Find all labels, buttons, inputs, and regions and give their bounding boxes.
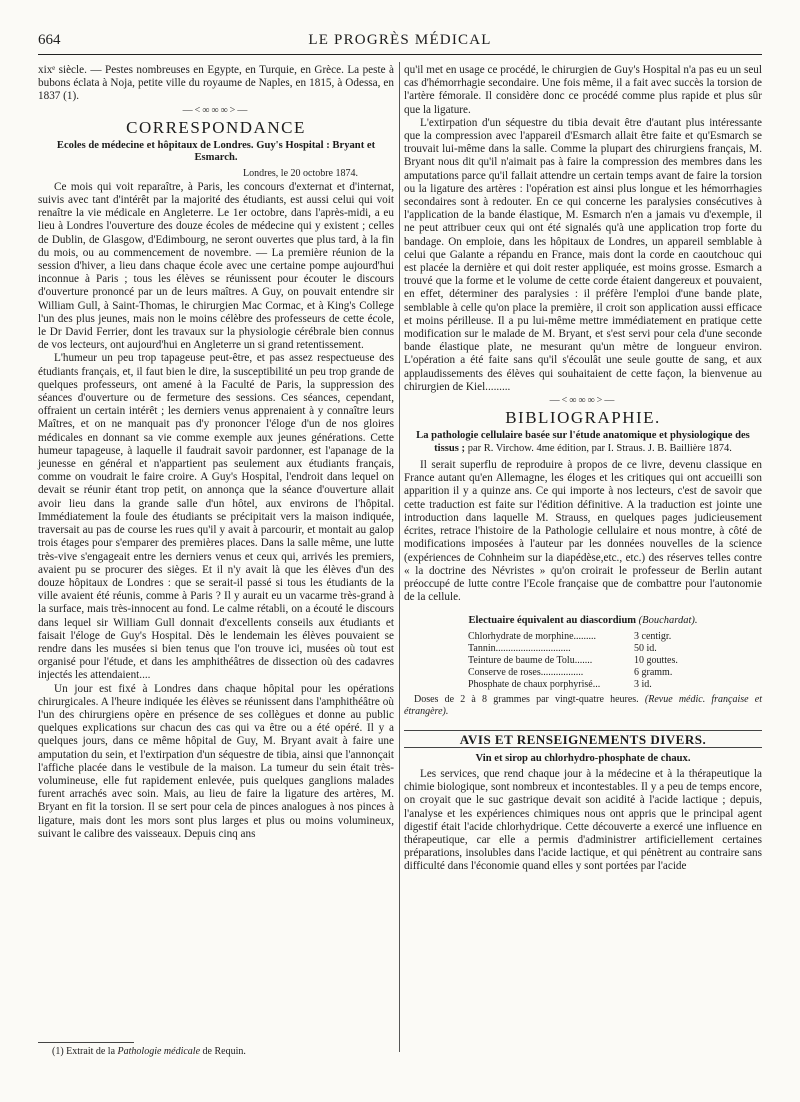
page-number: 664	[38, 32, 61, 48]
ingredient-list	[468, 631, 698, 691]
body-paragraph: L'humeur un peu trop tapageuse peut-être, et pas assez respectueuse des étudiants français, et, il faut bien le dire, la susceptibilité un peu trop grande de quelques professeurs, ont amené à la Faculté de Paris, la suppression des séances d'ouverture ou de fermeture des sessions. Ces séances, cependant, offraient un certain intérêt ; les derniers venus apprenaient à y connaître leurs Maîtres, et on ne manquait pas d'y prononcer l'éloge d'un de nos gloires médicales en donnant sa vie comme exemple aux jeunes générations. Cette humeur tapageuse, à laquelle il faudrait savoir pardonner, est l'apanage de la jeunesse en général et n'appartient pas seulement aux étudiants français, comme on voudrait le faire croire. A Guy's Hospital, l'endroit dans lequel on devait se réunir étant trop petit, on annonça que la séance d'ouverture allait avoir lieu dans la grande salle d'un hôtel, aux environs de l'hôpital. Immédiatement la foule des étudiants se précipitait vers la maison indiquée, traversait au pas de course les rues qu'il y avait à parcourir, et montait au galop trois étages pour s'emparer des premières places. Dans la salle même, une lutte très-vive s'engageait entre les derniers venus et ceux qui, arrivés les premiers, avaient pu se procurer des sièges. Et il n'y avait là que les élèves d'un des douze hôpitaux de Londres : que se serait-il passé si tous les étudiants de la ville avaient été réunis, comme à Paris ? Il y aurait eu un vacarme très-grand à la surface, mais très-innocent au fond. Le calme rétabli, on a écouté le discours dans lequel sir William Gull donnait d'excellents conseils aux étudiants et faisait l'éloge de Guy's Hospital. Dès le lendemain les élèves pouvaient se rendre dans les musées si bien tenus que l'on trouve ici, musées où tout est organisé pour l'étude, et dans les amphithéâtres de dissection où des cadavres injectés les attendaient....	[38, 352, 394, 682]
footnote-rule	[38, 1042, 134, 1043]
body-paragraph: Un jour est fixé à Londres dans chaque hôpital pour les opérations chirurgicales. A l'heure indiquée les élèves se réunissent dans l'amphithéâtre où l'un des chirurgiens opère en présence de ses collègues et donne au public quelques explications sur chacun des cas qui va être ou a été opéré. Il y a quelques jours, dans ce même hôpital de Guy, M. Bryant avait à faire une amputation du sein, et l'extirpation d'un séquestre de tibia, ainsi que l'annonçait l'affiche placée dans le vestibule de la maison. La tumeur du sein était très-volumineuse, elle fut rapidement enlevée, puis quelques ganglions malades furent arrachés avec soin. Mais, au lieu de faire la ligature des artères, M. Bryant en fit la torsion. Il se sert pour cela de pinces analogues à nos pinces à ligature, mais dont les mors sont plus larges et plus ou moins volumineux, suivant le calibre des vaisseaux. Depuis cinq ans	[38, 682, 394, 840]
dose-source: (Revue médic. française et étrangère).	[404, 693, 762, 717]
footnote: (1) Extrait de la Pathologie médicale de Requin.	[52, 1046, 246, 1057]
article-title: Ecoles de médecine et hôpitaux de Londres. Guy's Hospital : Bryant et Esmarch.	[56, 139, 376, 164]
formula-author: (Bouchardat).	[638, 615, 698, 627]
intro-paragraph: xixᵉ siècle. — Pestes nombreuses en Egypte, en Turquie, en Grèce. La peste à bubons éclata à Noja, petite ville du royaume de Naples, en 1815, à Odessa, en 1837 (1).	[38, 64, 394, 103]
dose-note: Doses de 2 à 8 grammes par vingt-quatre heures. (Revue médic. française et étrangère).	[404, 693, 762, 717]
body-paragraph: Ce mois qui voit reparaître, à Paris, les concours d'externat et d'internat, suivis avec tant d'intérêt par la majorité des étudiants, est aussi celui qui voit renaître la vie médicale en Angleterre. Le 1er octobre, dans l'après-midi, a eu lieu à Londres l'ouverture des douze écoles de médecine qui y existent ; celles de Dublin, de Glasgow, d'Edimbourg, ne seront ouvertes que plus tard, à la fin du mois, ou au commencement de novembre. — La première réunion de la session d'hiver, a lieu dans chaque école avec une certaine pompe aujourd'hui inconnue à Paris ; tous les élèves se réunissent pour écouter le discours d'ouverture prononcé par un de leurs maîtres. A Guy, on pouvait entendre sir William Gull, à Saint-Thomas, le chirurgien Mac Cormac, et à King's College l'un des plus jeunes, mais non le moins célèbre des professeurs de cette école, le Dr David Ferrier, dont les travaux sur la physiologie cérébrale bien connus de vos lecteurs, ont aujourd'hui en Angleterre un si grand retentissement.	[38, 180, 394, 352]
column-divider	[399, 62, 400, 1052]
formula-title	[404, 614, 762, 627]
body-paragraph: L'extirpation d'un séquestre du tibia devait être d'autant plus intéressante que la compression avec l'appareil d'Esmarch allait être faite et qu'Esmarch se trouvait lui-même dans la salle. Comme la plupart des chirurgiens français, M. Bryant nous dit qu'il n'aimait pas à faire la compression des membres dans les amputations parce qu'il fallait attendre un certain temps avant de faire la torsion ou la ligature des artères : l'opération est ainsi plus longue et les hémorrhagies secondaires sont à redouter. En ce qui concerne les paralysies consécutives à l'application de la bande élastique, M. Esmarch n'en a jamais vu d'exemple, il ne peut attribuer ceux qui ont été signalés qu'à une application trop forte du bandage. On emploie, dans les hôpitaux de Londres, un appareil semblable à celui que Galante a répandu en France, mais dont la corde en caoutchouc qui est placée la dernière et qui doit rester appliquée, est moins grosse. Esmarch a trouvé que la forme et le volume de cette corde étaient dangereux et pouvaient, en effet, déterminer des paralysies : il préfère l'emploi d'une bande plate, semblable à celle qu'on place la première, il croit son application aussi efficace et moins périlleuse. Il a pu lui-même mettre immédiatement en pratique cette modification sur le malade de M. Bryant, et s'est servi pour cela d'une seconde bande élastique plate, ne mesurant qu'un mètre de longueur environ. L'opération a été faite sans qu'il s'écoulât une seule goutte de sang, et aux applaudissements des élèves qui souhaitaient de cette façon, la bienvenue au chirurgien de Kiel.........	[404, 116, 762, 393]
page-header	[38, 30, 762, 55]
ingredient-row: Chlorhydrate de morphine......... 3 centigr.	[468, 630, 672, 642]
ingredient-row: Conserve de roses................. 6 gramm.	[468, 666, 673, 678]
body-paragraph: Il serait superflu de reproduire à propos de ce livre, devenu classique en France autant qu'en Allemagne, les éloges et les critiques qui ont accueilli son apparition il y a quinze ans. Ce qui importe à nos lecteurs, c'est de savoir que cette traduction est faite sur l'édition définitive. A la traduction est jointe une introduction dans laquelle M. Strauss, en quelques pages judicieusement écrites, retrace l'histoire de la Pathologie cellulaire et nous montre, à côté de modifications imposées à l'auteur par les données nouvelles de la science (expériences de Cohnheim sur la diapédèse,etc., etc.) des réserves telles contre « la doctrine des Névristes » qu'on croirait le professeur de Berlin autant préoccupé de lutte contre l'Ecole française que de combattre pour l'autonomie de la cellule.	[404, 459, 762, 604]
left-column	[38, 64, 394, 841]
section-title-avis: AVIS ET RENSEIGNEMENTS DIVERS.	[404, 730, 762, 748]
book-details: par R. Virchow. 4me édition, par I. Straus. J. B. Baillière 1874.	[467, 442, 732, 454]
right-column	[404, 64, 762, 874]
section-title-bibliographie: BIBLIOGRAPHIE.	[505, 408, 661, 428]
book-title: La pathologie cellulaire basée sur l'étude anatomique et physiologique des tissus ;	[416, 430, 750, 454]
section-title-correspondance: CORRESPONDANCE	[126, 117, 306, 137]
dateline: Londres, le 20 octobre 1874.	[243, 167, 358, 179]
ingredient-row: Tannin.............................. 50 id.	[468, 642, 657, 654]
body-paragraph: qu'il met en usage ce procédé, le chirurgien de Guy's Hospital n'a pas eu un seul cas d'hémorrhagie secondaire. Une fois même, il a fait avec succès la torsion de l'artère fémorale. Il considère donc ce procédé comme plus rapide et plus sûr que la ligature.	[404, 64, 762, 116]
footnote-source: Pathologie médicale	[117, 1046, 201, 1057]
avis-subtitle: Vin et sirop au chlorhydro-phosphate de chaux.	[475, 752, 691, 764]
formula-name: Electuaire équivalent au diascordium	[468, 615, 637, 627]
bibliography-reference	[404, 430, 762, 455]
journal-title: LE PROGRÈS MÉDICAL	[308, 32, 492, 48]
ornament-divider: —<∞∞∞>—	[549, 395, 617, 407]
ingredient-row: Phosphate de chaux porphyrisé... 3 id.	[468, 678, 652, 690]
ingredient-row: Teinture de baume de Tolu....... 10 gouttes.	[468, 654, 678, 666]
ornament-divider: —<∞∞∞>—	[182, 104, 250, 116]
body-paragraph: Les services, que rend chaque jour à la médecine et à la thérapeutique la chimie biologique, sont nombreux et incontestables. Il y a peu de temps encore, on croyait que le suc gastrique devait son acidité à l'acide lactique ; depuis, l'analyse et les expériences chimiques nous ont appris que le principal agent digestif était l'acide chlorhydrique. Cette découverte a exercé une influence en thérapeutique, car elle a permis d'administrer artificiellement certaines préparations, insolubles dans l'acide lactique, et qui pénètrent au contraire sans difficulté dans l'économie quand elles y sont portées par l'acide	[404, 767, 762, 873]
